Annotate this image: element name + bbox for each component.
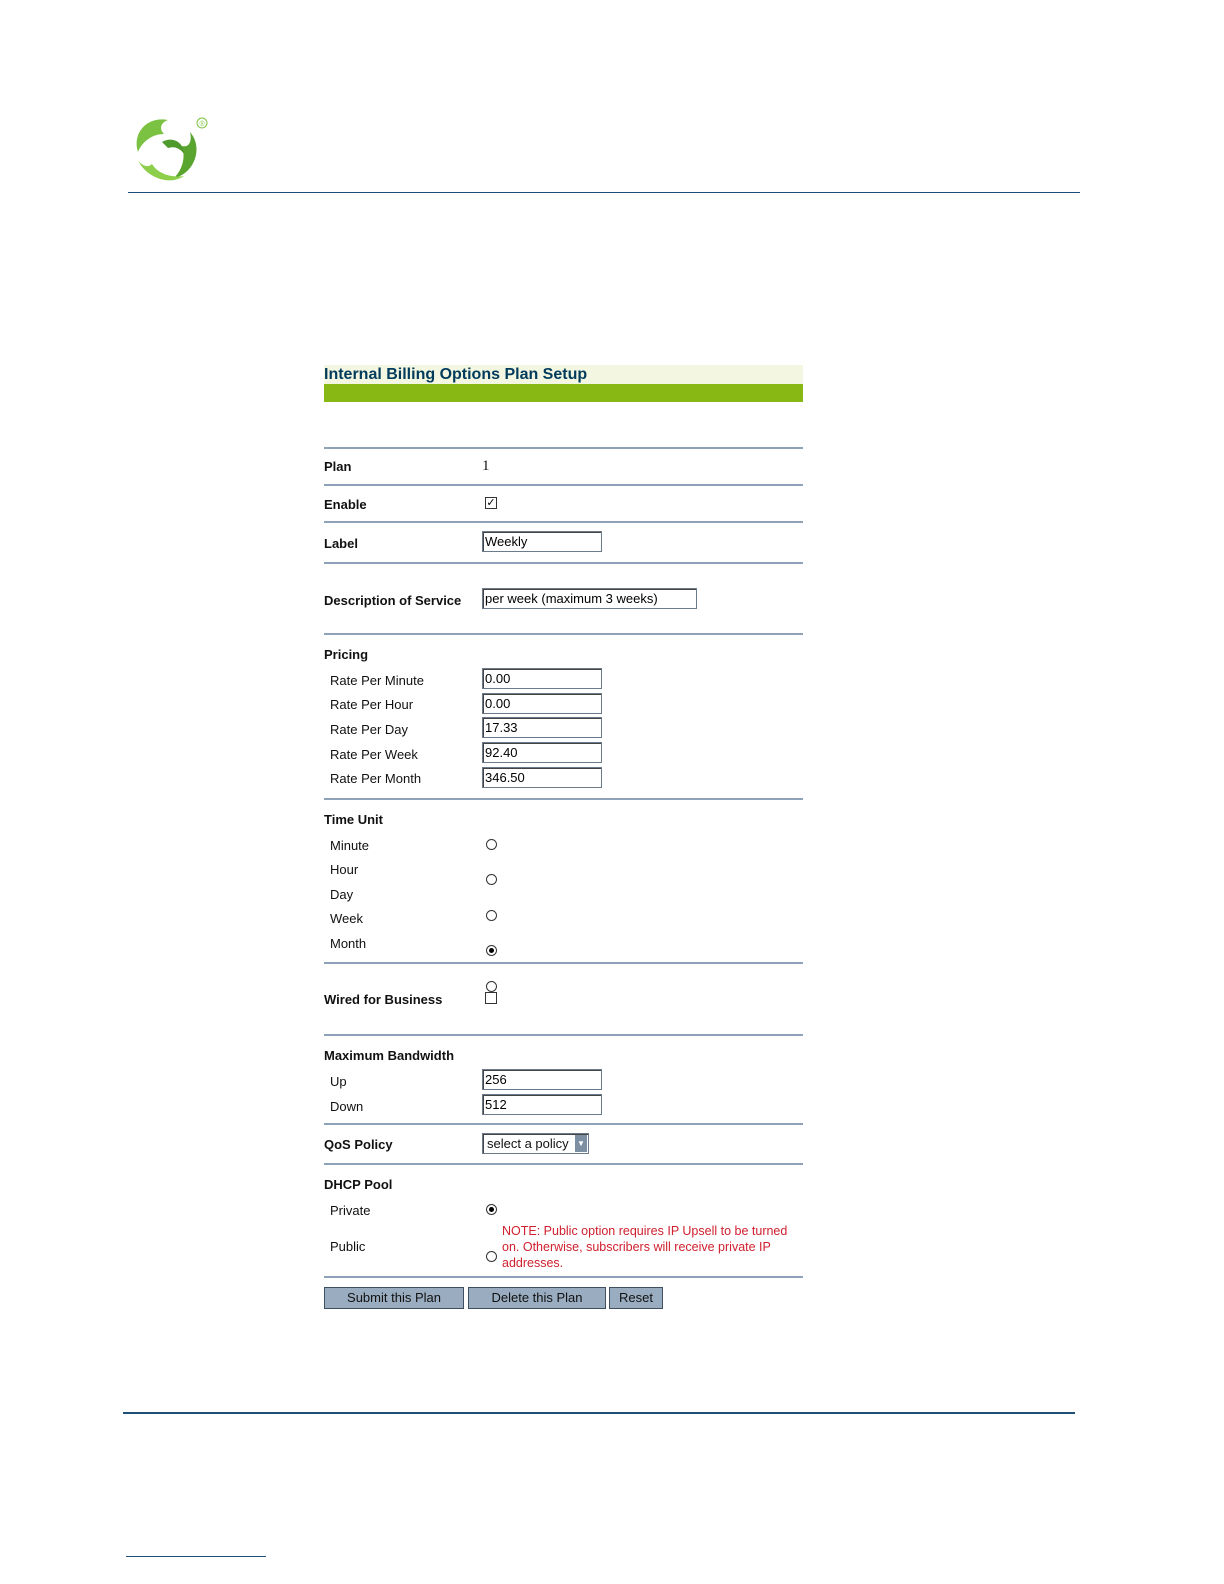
enable-checkbox[interactable]: ✓: [486, 497, 496, 509]
chevron-down-icon[interactable]: ▼: [575, 1135, 587, 1152]
label-field-label: Label: [324, 536, 358, 551]
time-unit-week-radio[interactable]: [486, 945, 497, 956]
dhcp-section: [324, 1165, 803, 1276]
enable-label: Enable: [324, 497, 367, 512]
action-buttons: [324, 1278, 803, 1312]
dhcp-private-radio[interactable]: [486, 1204, 497, 1215]
pricing-section: [324, 635, 803, 798]
bandwidth-down-input[interactable]: 512: [482, 1094, 602, 1115]
delete-plan-button[interactable]: Delete this Plan: [468, 1287, 606, 1309]
wired-for-business-row: [324, 964, 803, 1034]
wired-for-business-checkbox[interactable]: [485, 992, 497, 1004]
time-unit-hour-radio[interactable]: [486, 874, 497, 885]
plan-number: 1: [482, 458, 490, 474]
description-row: [324, 564, 803, 633]
rate-per-week-input[interactable]: 92.40: [482, 742, 602, 763]
bandwidth-up-input[interactable]: 256: [482, 1069, 602, 1090]
rate-per-hour-input[interactable]: 0.00: [482, 693, 602, 714]
qos-row: [324, 1125, 803, 1163]
bandwidth-down-label: Down: [330, 1099, 364, 1114]
qos-label: QoS Policy: [324, 1137, 393, 1152]
rate-per-day-input[interactable]: 17.33: [482, 717, 602, 738]
description-input[interactable]: per week (maximum 3 weeks): [482, 588, 697, 609]
bandwidth-up-label: Up: [330, 1074, 347, 1089]
time-unit-section: [324, 800, 803, 962]
plan-label: Plan: [324, 459, 352, 474]
footnote-rule: [126, 1556, 266, 1557]
public-ip-note: NOTE: Public option requires IP Upsell to be turned on. Otherwise, subscribers will receive private IP addresses.: [502, 1224, 788, 1270]
qos-policy-select[interactable]: [482, 1133, 589, 1154]
reset-button[interactable]: Reset: [609, 1287, 663, 1309]
label-input[interactable]: Weekly: [482, 531, 602, 552]
dhcp-public-radio[interactable]: [486, 1251, 497, 1262]
time-unit-hour-label: Hour: [330, 862, 359, 877]
submit-plan-button[interactable]: Submit this Plan: [324, 1287, 464, 1309]
dhcp-heading: DHCP Pool: [324, 1177, 393, 1192]
time-unit-minute-radio[interactable]: [486, 839, 497, 850]
rate-per-minute-label: Rate Per Minute: [330, 673, 424, 688]
header-divider: [128, 192, 1080, 193]
rate-per-month-input[interactable]: 346.50: [482, 767, 602, 788]
page-title: Internal Billing Options Plan Setup: [324, 365, 803, 384]
pricing-heading: Pricing: [324, 647, 369, 662]
time-unit-day-radio[interactable]: [486, 910, 497, 921]
description-label: Description of Service: [324, 593, 462, 608]
wired-for-business-label: Wired for Business: [324, 992, 443, 1007]
time-unit-week-label: Week: [330, 911, 363, 926]
footer-divider: [123, 1412, 1075, 1414]
time-unit-minute-label: Minute: [330, 838, 370, 853]
time-unit-day-label: Day: [330, 887, 354, 902]
dhcp-private-label: Private: [330, 1203, 371, 1218]
rate-per-day-label: Rate Per Day: [330, 722, 409, 737]
rate-per-week-label: Rate Per Week: [330, 747, 418, 762]
rate-per-hour-label: Rate Per Hour: [330, 697, 414, 712]
dhcp-public-label: Public: [330, 1239, 366, 1254]
bandwidth-section: [324, 1036, 803, 1123]
title-accent-bar: [324, 384, 803, 402]
plan-row: [324, 449, 803, 484]
company-logo: [128, 112, 212, 186]
svg-text:®: ®: [199, 121, 205, 128]
qos-selected-value: select a policy: [487, 1136, 569, 1151]
time-unit-heading: Time Unit: [324, 812, 383, 827]
time-unit-month-label: Month: [330, 936, 367, 951]
plan-setup-panel: [324, 365, 803, 1312]
rate-per-month-label: Rate Per Month: [330, 771, 422, 786]
enable-row: [324, 486, 803, 521]
label-row: [324, 523, 803, 562]
bandwidth-heading: Maximum Bandwidth: [324, 1048, 455, 1063]
rate-per-minute-input[interactable]: 0.00: [482, 668, 602, 689]
